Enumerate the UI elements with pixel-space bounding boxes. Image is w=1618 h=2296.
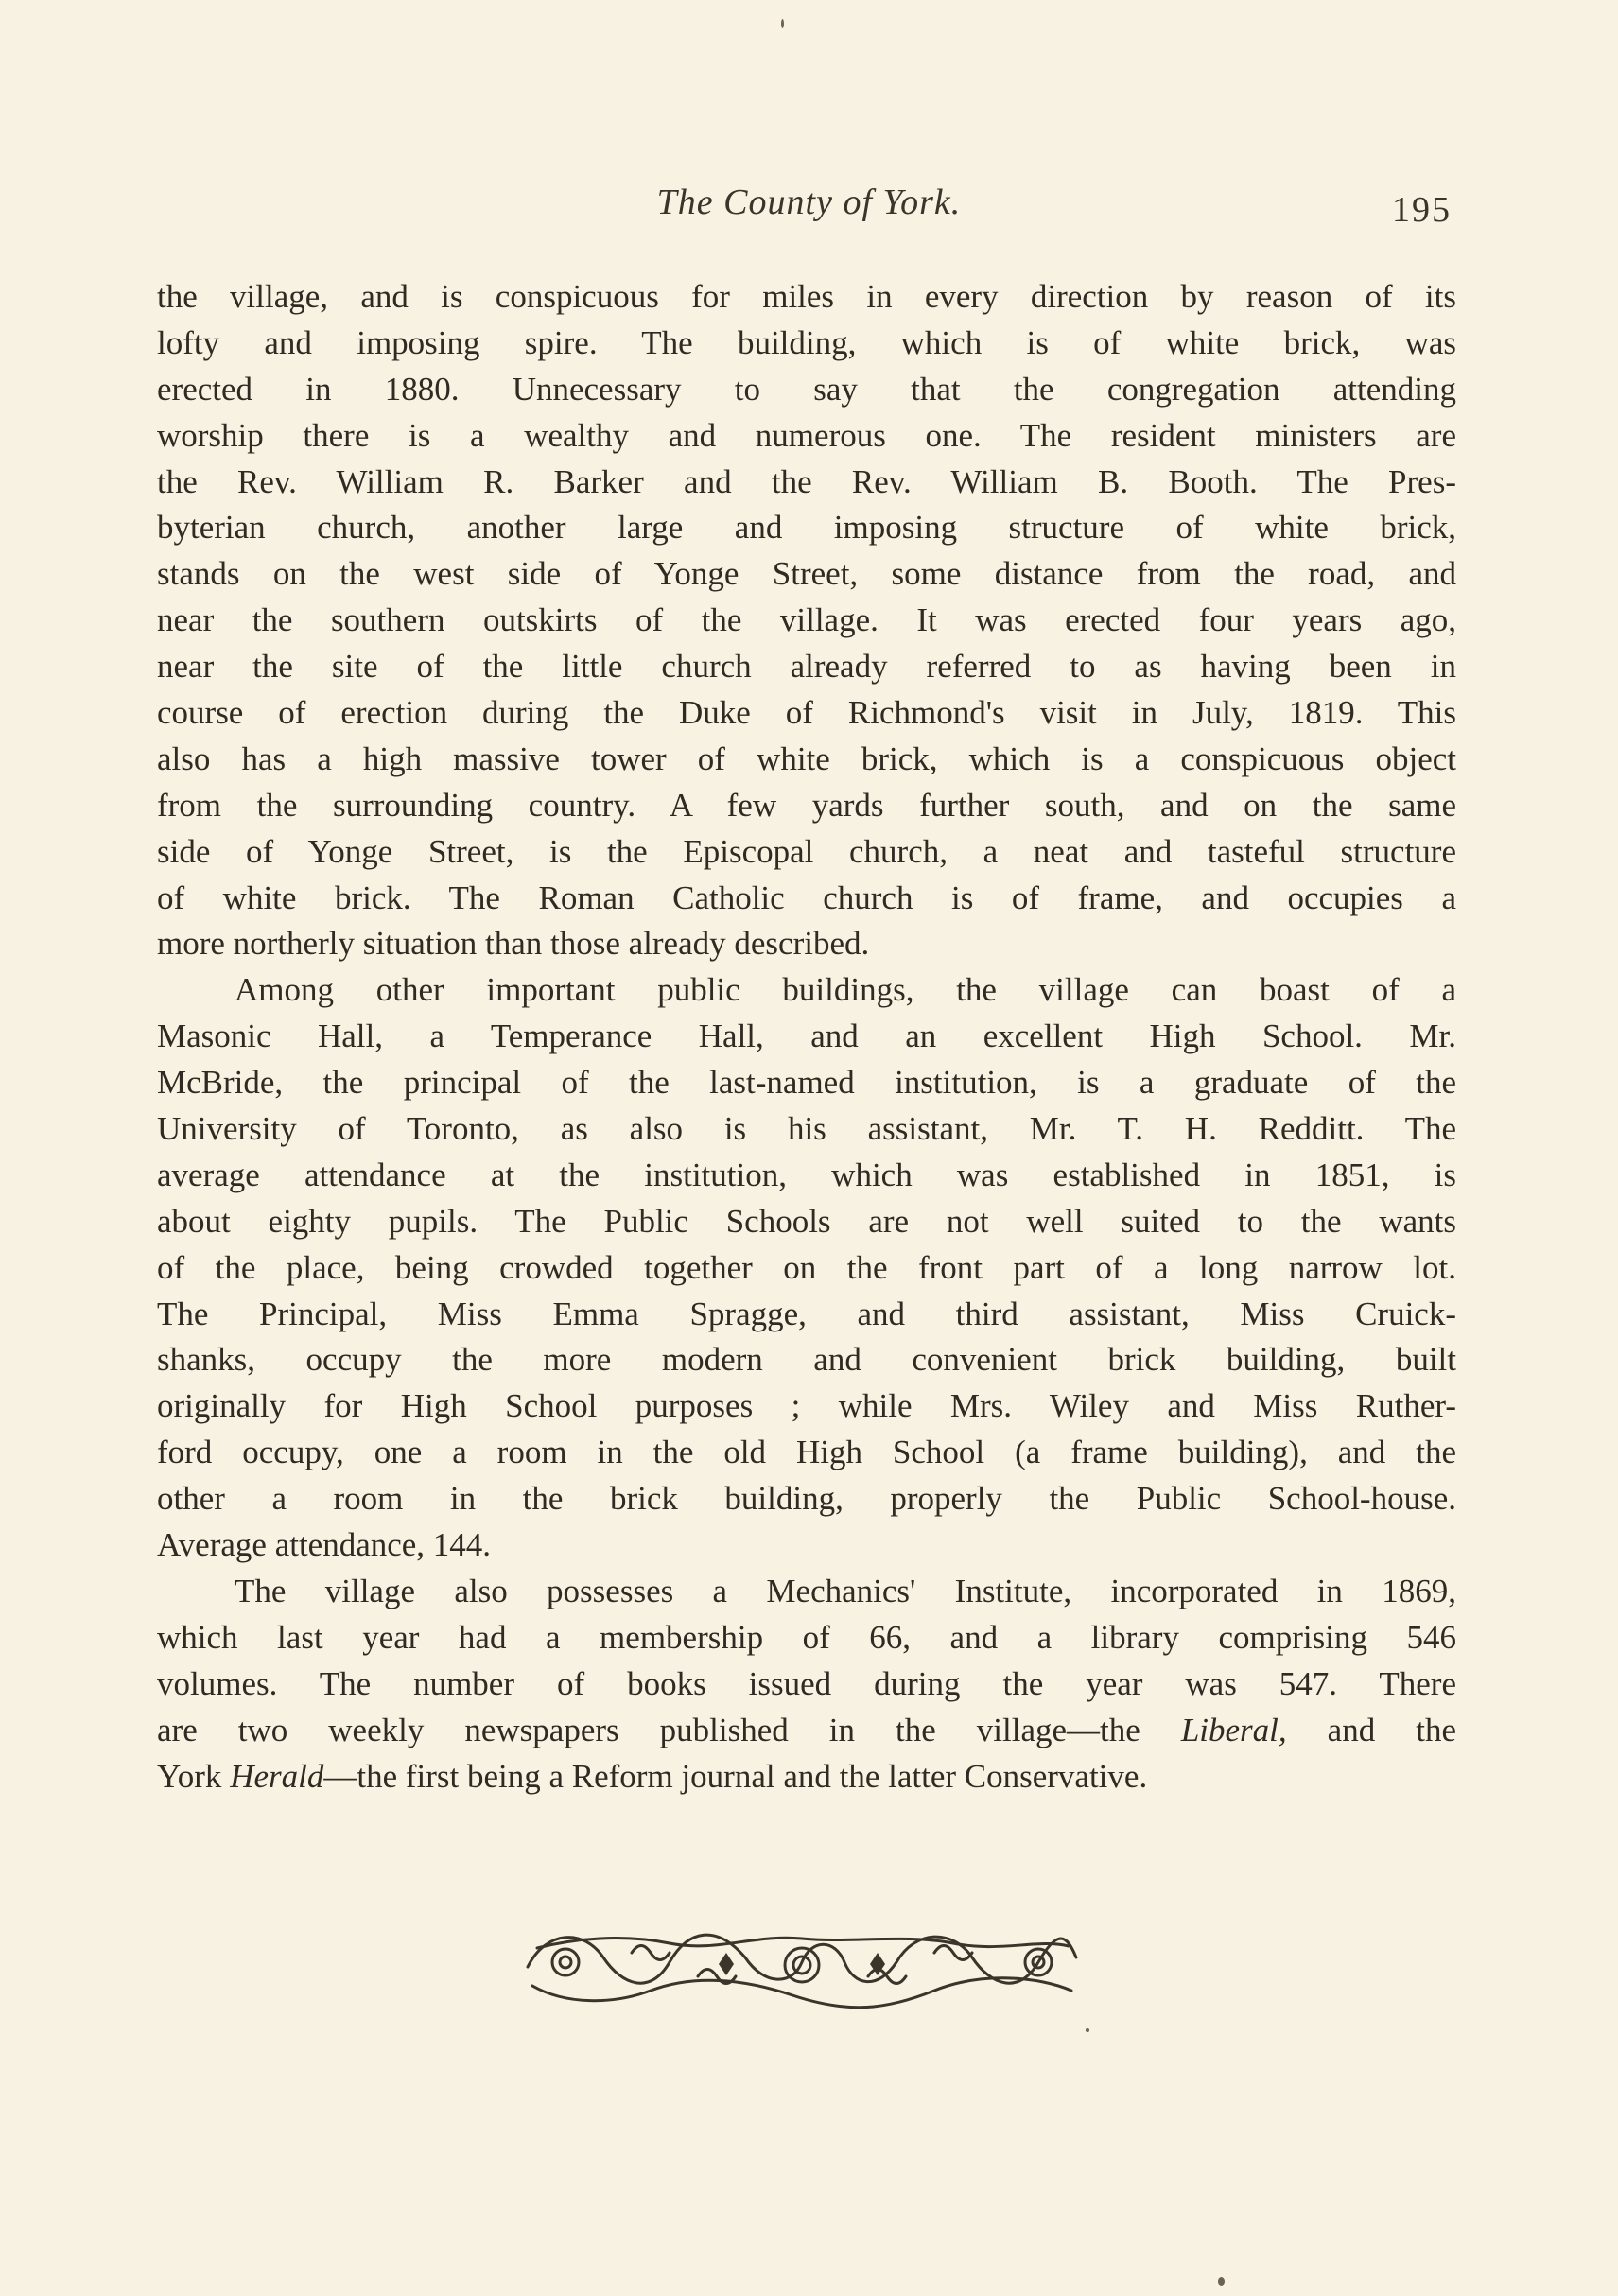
text-line: University of Toronto, as also is his assistant, Mr. T. H. Redditt. The: [157, 1110, 1456, 1148]
text-line: lofty and imposing spire. The building, which is of white brick, was: [157, 323, 1456, 361]
text-line: stands on the west side of Yonge Street, some distance from the road, and: [157, 555, 1456, 593]
text-line: The Principal, Miss Emma Spragge, and third assistant, Miss Cruick-: [157, 1295, 1456, 1332]
newspaper-title-herald: Herald: [230, 1757, 324, 1795]
text-line: also has a high massive tower of white brick, which is a conspicuous object: [157, 739, 1456, 777]
text-line: worship there is a wealthy and numerous one. The resident ministers are: [157, 416, 1456, 454]
text-line: shanks, occupy the more modern and convenient brick building, built: [157, 1341, 1456, 1379]
text-line: the village, and is conspicuous for miles in every direction by reason of its: [157, 278, 1456, 315]
body-text: [157, 274, 1456, 1800]
text-line: Average attendance, 144.: [157, 1526, 492, 1564]
paragraph-2: [157, 967, 1456, 1569]
newspaper-title-liberal: Liberal,: [1180, 1711, 1287, 1748]
text-line: about eighty pupils. The Public Schools are not well suited to the wants: [157, 1202, 1456, 1240]
paragraph-1: [157, 274, 1456, 967]
text-line: of the place, being crowded together on the front part of a long narrow lot.: [157, 1248, 1456, 1286]
text-line: Among other important public buildings, the village can boast of a: [235, 971, 1456, 1009]
text-line: side of Yonge Street, is the Episcopal church, a neat and tasteful structure: [157, 832, 1456, 870]
paragraph-3: [157, 1569, 1456, 1800]
scroll-ornament-icon: [509, 1910, 1095, 2024]
text-line: ford occupy, one a room in the old High School (a frame building), and the: [157, 1434, 1456, 1471]
text-line: more northerly situation than those already described.: [157, 925, 870, 963]
line-text: and the: [1286, 1711, 1456, 1748]
text-line: Masonic Hall, a Temperance Hall, and an excellent High School. Mr.: [157, 1018, 1456, 1055]
text-line: [157, 1754, 1456, 1800]
paper-speck: [1086, 2028, 1089, 2032]
line-text: are two weekly newspapers published in the village—the: [157, 1711, 1181, 1748]
text-line: of white brick. The Roman Catholic church is of frame, and occupies a: [157, 878, 1456, 916]
text-line: The village also possesses a Mechanics' Institute, incorporated in 1869,: [235, 1572, 1456, 1609]
text-line: average attendance at the institution, which was established in 1851, is: [157, 1156, 1456, 1193]
text-line: erected in 1880. Unnecessary to say that the congregation attending: [157, 370, 1456, 408]
text-line: other a room in the brick building, properly the Public School-house.: [157, 1480, 1456, 1518]
text-line: the Rev. William R. Barker and the Rev. William B. Booth. The Pres-: [157, 462, 1456, 500]
text-line: near the southern outskirts of the village. It was erected four years ago,: [157, 601, 1456, 639]
line-text: York: [157, 1757, 231, 1795]
text-line: which last year had a membership of 66, and a library comprising 546: [157, 1618, 1456, 1656]
paper-speck: [1218, 2277, 1225, 2286]
text-line: from the surrounding country. A few yards further south, and on the same: [157, 786, 1456, 824]
running-title: The County of York.: [656, 183, 962, 222]
text-line: [157, 1708, 1456, 1754]
paper-speck: [781, 19, 784, 28]
text-line: McBride, the principal of the last-named institution, is a graduate of the: [157, 1064, 1456, 1102]
text-line: volumes. The number of books issued during the year was 547. There: [157, 1664, 1456, 1702]
text-line: byterian church, another large and imposing structure of white brick,: [157, 509, 1456, 547]
text-line: near the site of the little church already referred to as having been in: [157, 648, 1456, 686]
text-line: originally for High School purposes ; while Mrs. Wiley and Miss Ruther-: [157, 1387, 1456, 1425]
page-number: 195: [1392, 190, 1452, 230]
text-line: course of erection during the Duke of Richmond's visit in July, 1819. This: [157, 694, 1456, 732]
line-text: —the first being a Reform journal and the latter Conservative.: [323, 1757, 1148, 1795]
